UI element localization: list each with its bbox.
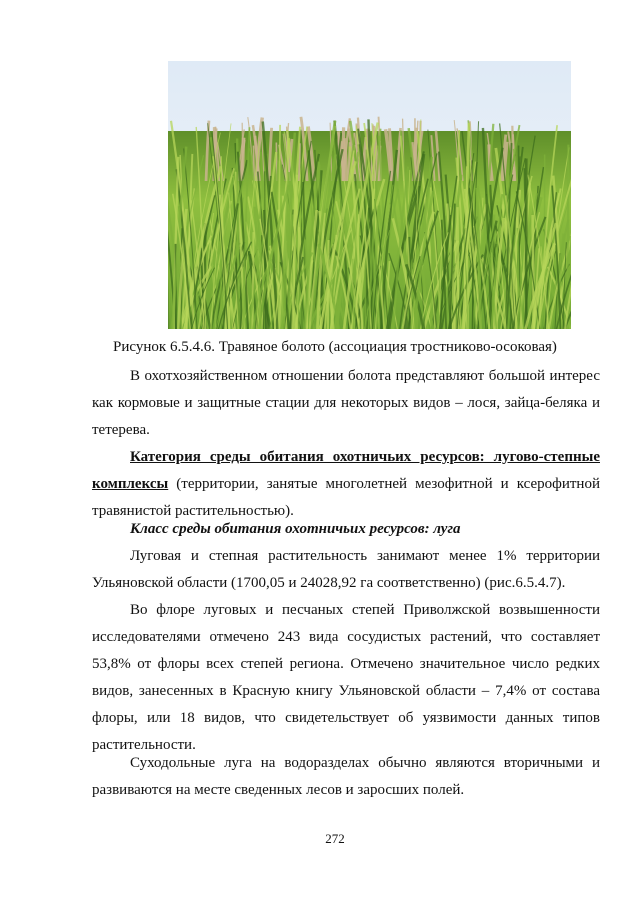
paragraph-6: Суходольные луга на водоразделах обычно являются вторичными и развиваются на месте сведенных лесов и заросших полей. (92, 755, 600, 798)
page-number: 272 (325, 831, 345, 846)
section-heading: Категория среды обитания охотничьих ресурсов: лугово-степные комплексы (92, 449, 600, 492)
grass-marsh-photo (168, 61, 571, 329)
paragraph-3 (92, 516, 600, 543)
grass-marsh-illustration (168, 61, 571, 329)
paragraph-1: В охотхозяйственном отношении болота представляют большой интерес как кормовые и защитные стации для некоторых видов – лося, зайца-беляка и тетерева. (92, 368, 600, 438)
section-heading-description: (территории, занятые многолетней мезофитной и ксерофитной травянистой растительностью). (92, 476, 600, 519)
figure-caption: Рисунок 6.5.4.6. Травяное болото (ассоциация тростниково-осоковая) (113, 339, 557, 355)
paragraph-2 (92, 444, 600, 525)
paragraph-4: Луговая и степная растительность занимают менее 1% территории Ульяновской области (1700,05 и 24028,92 га соответственно) (рис.6.5.4.7). (92, 548, 600, 591)
subsection-heading: Класс среды обитания охотничьих ресурсов: луга (130, 521, 461, 537)
paragraph-5: Во флоре луговых и песчаных степей Приволжской возвышенности исследователями отмечено 243 вида сосудистых растений, что составляет 53,8% от флоры всех степей региона. Отмечено значительное число редких видов, занесенных в Красную книгу Ульяновской области – 7,4% от состава флоры, или 18 видов, что свидетельствует об уязвимости данных типов растительности. (92, 602, 600, 753)
